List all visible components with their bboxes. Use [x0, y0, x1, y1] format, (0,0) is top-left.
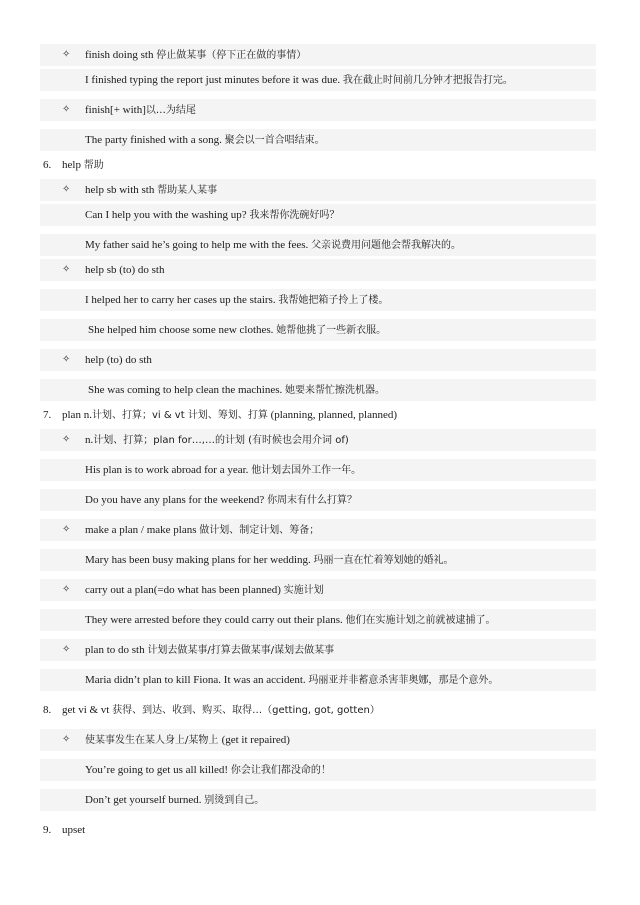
chinese-text: 以…为结尾 [145, 105, 196, 116]
chinese-text: 我帮她把箱子拎上了楼。 [278, 295, 389, 306]
bullet-item [40, 729, 596, 751]
english-text: finish[+ with] [85, 104, 146, 116]
example-sentence [40, 129, 596, 151]
line-text [85, 129, 325, 151]
line-text [85, 234, 461, 256]
example-sentence [40, 459, 596, 481]
example-sentence [40, 609, 596, 631]
english-text: plan n. [62, 409, 92, 421]
bullet-item [40, 259, 596, 281]
diamond-bullet-icon: ✧ [62, 49, 71, 60]
line-text [62, 154, 104, 176]
chinese-text: 她帮他挑了一些新衣服。 [276, 325, 387, 336]
chinese-text: 玛丽亚并非蓄意杀害菲奥娜，那是个意外。 [308, 675, 499, 686]
english-suffix-text: (planning, planned, planned) [267, 409, 398, 421]
example-sentence [40, 379, 596, 401]
bullet-item [40, 639, 596, 661]
diamond-bullet-icon: ✧ [62, 524, 71, 535]
line-text [62, 404, 397, 426]
chinese-text: 父亲说费用问题他会帮我解决的。 [311, 240, 462, 251]
english-text: You’re going to get us all killed! [85, 764, 231, 776]
line-text [85, 289, 388, 311]
line-text [85, 259, 164, 281]
diamond-bullet-icon: ✧ [62, 734, 71, 745]
english-text: His plan is to work abroad for a year. [85, 464, 252, 476]
diamond-bullet-icon: ✧ [62, 354, 71, 365]
section-heading [40, 819, 596, 841]
english-text: help [62, 159, 84, 171]
line-text [85, 459, 361, 481]
example-sentence [40, 204, 596, 226]
bullet-item [40, 349, 596, 371]
line-text [85, 204, 339, 226]
english-text: get vi & vt [62, 704, 113, 716]
line-text [88, 319, 386, 341]
diamond-bullet-icon: ✧ [62, 104, 71, 115]
chinese-text: 获得、到达、收到、购买、取得…（getting, got, gotten） [112, 705, 380, 716]
chinese-text: 你周末有什么打算？ [267, 495, 358, 506]
section-number: 7. [43, 409, 52, 421]
english-text: help (to) do sth [85, 354, 152, 366]
chinese-text: 他们在实施计划之前就被逮捕了。 [345, 615, 496, 626]
section-heading [40, 154, 596, 176]
example-sentence [40, 234, 596, 256]
section-number: 9. [43, 824, 52, 836]
bullet-item [40, 99, 596, 121]
bullet-item [40, 429, 596, 451]
example-sentence [40, 69, 596, 91]
english-text: n. [85, 434, 94, 446]
line-text [85, 579, 324, 601]
line-text [85, 489, 357, 511]
line-text [62, 819, 85, 841]
example-sentence [40, 669, 596, 691]
line-text [85, 759, 331, 781]
english-text: Mary has been busy making plans for her wedding. [85, 554, 314, 566]
chinese-text: 帮助 [83, 160, 104, 171]
chinese-text: 我来帮你洗碗好吗？ [249, 210, 340, 221]
example-sentence [40, 549, 596, 571]
chinese-text: 他计划去国外工作一年。 [251, 465, 362, 476]
chinese-text: 聚会以一首合唱结束。 [224, 135, 325, 146]
english-text: The party finished with a song. [85, 134, 225, 146]
english-text: plan to do sth [85, 644, 148, 656]
chinese-text: 玛丽一直在忙着筹划她的婚礼。 [313, 555, 454, 566]
example-sentence [40, 489, 596, 511]
chinese-text: 计划、打算；vi & vt 计划、筹划、打算 [91, 410, 268, 421]
english-text: They were arrested before they could carry out their plans. [85, 614, 346, 626]
chinese-text: 计划、打算；plan for…,…的计划 (有时候也会用介词 of) [93, 435, 349, 446]
diamond-bullet-icon: ✧ [62, 584, 71, 595]
chinese-text: 别烫到自己。 [204, 795, 265, 806]
line-text [85, 519, 319, 541]
english-text: She was coming to help clean the machines. [88, 384, 286, 396]
english-text: help sb (to) do sth [85, 264, 165, 276]
line-text [85, 669, 498, 691]
line-text [85, 69, 513, 91]
line-text [85, 639, 334, 661]
english-text: Do you have any plans for the weekend? [85, 494, 268, 506]
chinese-text: 她要来帮忙擦洗机器。 [285, 385, 386, 396]
diamond-bullet-icon: ✧ [62, 434, 71, 445]
example-sentence [40, 789, 596, 811]
chinese-text: 停止做某事（停下正在做的事情） [156, 50, 307, 61]
example-sentence [40, 759, 596, 781]
example-sentence [40, 289, 596, 311]
english-text: finish doing sth [85, 49, 157, 61]
english-text: I finished typing the report just minutes before it was due. [85, 74, 343, 86]
english-text: I helped her to carry her cases up the stairs. [85, 294, 279, 306]
english-suffix-text: (get it repaired) [221, 734, 290, 746]
line-text [85, 349, 152, 371]
line-text [85, 429, 349, 451]
diamond-bullet-icon: ✧ [62, 644, 71, 655]
chinese-text: 做计划、制定计划、筹备； [199, 525, 320, 536]
line-text [88, 379, 385, 401]
diamond-bullet-icon: ✧ [62, 184, 71, 195]
line-text [85, 729, 290, 751]
english-text: Maria didn’t plan to kill Fiona. It was an accident. [85, 674, 309, 686]
line-text [62, 699, 380, 721]
english-text: upset [62, 824, 86, 836]
bullet-item [40, 44, 596, 66]
chinese-text: 实施计划 [283, 585, 324, 596]
english-text: help sb with sth [85, 184, 158, 196]
line-text [85, 609, 496, 631]
diamond-bullet-icon: ✧ [62, 264, 71, 275]
chinese-text: 我在截止时间前几分钟才把报告打完。 [342, 75, 513, 86]
section-heading [40, 699, 596, 721]
section-number: 8. [43, 704, 52, 716]
english-text: carry out a plan(=do what has been planned) [85, 584, 284, 596]
bullet-item [40, 579, 596, 601]
chinese-text: 你会让我们都没命的！ [230, 765, 331, 776]
bullet-item [40, 519, 596, 541]
section-number: 6. [43, 159, 52, 171]
bullet-item [40, 179, 596, 201]
chinese-text: 帮助某人某事 [157, 185, 218, 196]
english-text: She helped him choose some new clothes. [88, 324, 277, 336]
chinese-text: 使某事发生在某人身上/某物上 [85, 735, 222, 746]
section-heading [40, 404, 596, 426]
english-text: My father said he’s going to help me with the fees. [85, 239, 312, 251]
english-text: Don’t get yourself burned. [85, 794, 205, 806]
line-text [85, 44, 306, 66]
line-text [85, 99, 196, 121]
line-text [85, 179, 217, 201]
chinese-text: 计划去做某事/打算去做某事/谋划去做某事 [147, 645, 335, 656]
line-text [85, 789, 264, 811]
example-sentence [40, 319, 596, 341]
english-text: make a plan / make plans [85, 524, 200, 536]
english-text: Can I help you with the washing up? [85, 209, 250, 221]
line-text [85, 549, 454, 571]
